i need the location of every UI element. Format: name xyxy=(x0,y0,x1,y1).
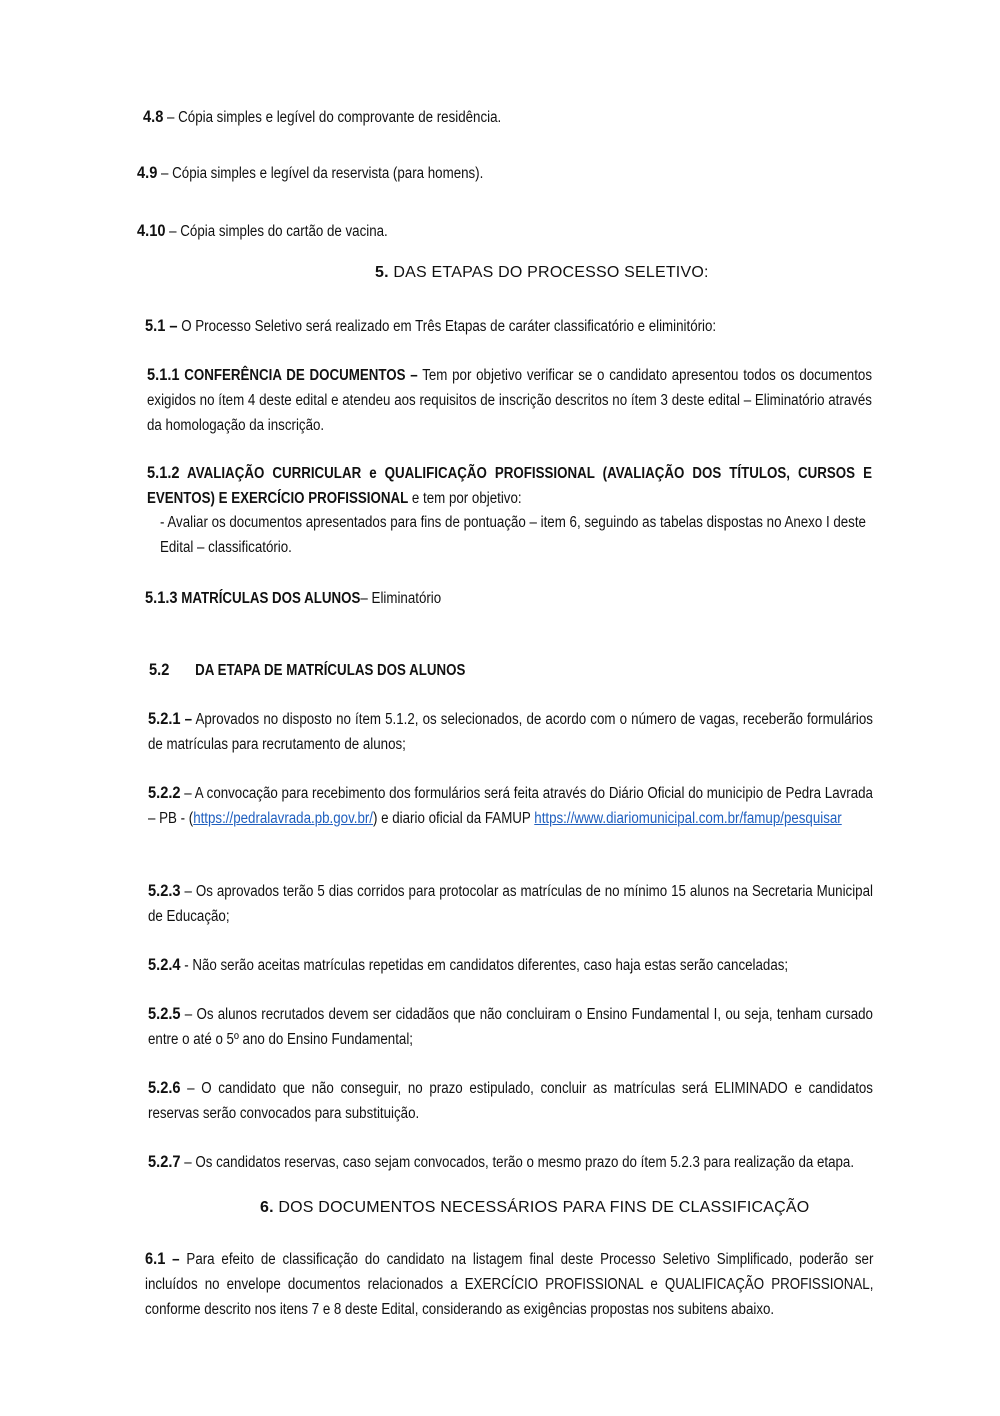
item-text: – Cópia simples do cartão de vacina. xyxy=(165,223,388,240)
item-4-10 xyxy=(137,218,388,244)
item-number: 5.2.5 xyxy=(148,1004,181,1023)
item-5-1 xyxy=(145,313,716,339)
item-text: – Eliminatório xyxy=(360,590,442,607)
item-text: – Os aprovados terão 5 dias corridos para protocolar as matrículas de no mínimo 15 alunos na Secretaria Municipal de Educação; xyxy=(148,883,873,925)
item-number: 5.2.6 xyxy=(148,1078,181,1097)
item-5-2-6 xyxy=(148,1075,873,1126)
item-5-1-2 xyxy=(147,460,872,511)
item-number: 5.1 – xyxy=(145,316,178,335)
section-5-heading xyxy=(375,264,709,282)
item-text: Tem por objetivo verificar se o candidato apresentou todos os documentos exigidos no ítem 4 deste edital e atendeu aos requisitos de inscrição descritos no ítem 3 deste edital – Eliminatório através da homologação da inscrição. xyxy=(147,367,872,434)
subsection-5-2-heading xyxy=(149,657,465,683)
subsection-number: 5.2 xyxy=(149,660,170,679)
item-number: 5.1.2 xyxy=(147,463,180,482)
section-title: DAS ETAPAS DO PROCESSO SELETIVO: xyxy=(388,264,709,281)
item-text: O Processo Seletivo será realizado em Três Etapas de caráter classificatório e eliminitório: xyxy=(177,318,717,335)
item-5-2-1 xyxy=(148,706,873,757)
item-text: – O candidato que não conseguir, no prazo estipulado, concluir as matrículas será ELIMINADO e candidatos reservas serão convocados para substituição. xyxy=(148,1080,873,1122)
item-5-2-2 xyxy=(148,780,873,831)
item-text: e tem por objetivo: xyxy=(408,490,522,507)
section-6-heading xyxy=(260,1199,809,1217)
item-4-8 xyxy=(143,104,501,130)
municipality-link[interactable]: https://pedralavrada.pb.gov.br/ xyxy=(193,810,374,827)
item-text: Aprovados no disposto no ítem 5.1.2, os selecionados, de acordo com o número de vagas, receberão formulários de matrículas para recrutamento de alunos; xyxy=(148,711,873,753)
subitem-text: - Avaliar os documentos apresentados para fins de pontuação – item 6, seguindo as tabelas dispostas no Anexo I deste Edital – classificatório. xyxy=(160,514,866,556)
item-text: – Cópia simples e legível da reservista (para homens). xyxy=(157,165,484,182)
section-title: DOS DOCUMENTOS NECESSÁRIOS PARA FINS DE CLASSIFICAÇÃO xyxy=(273,1199,810,1216)
item-text: – Cópia simples e legível do comprovante de residência. xyxy=(163,109,502,126)
item-5-2-7 xyxy=(148,1149,873,1175)
famup-link[interactable]: https://www.diariomunicipal.com.br/famup/pesquisar xyxy=(534,810,842,827)
item-number: 5.2.7 xyxy=(148,1152,181,1171)
item-text-2: ) e diario oficial da FAMUP xyxy=(373,810,535,827)
item-bold-title: CONFERÊNCIA DE DOCUMENTOS – xyxy=(179,367,418,384)
item-dash: – xyxy=(180,711,193,728)
item-text: – Os alunos recrutados devem ser cidadãos que não concluiram o Ensino Fundamental I, ou seja, tenham cursado entre o até o 5º ano do Ensino Fundamental; xyxy=(148,1006,873,1048)
item-text: – A convocação para recebimento dos formulários será feita através do Diário Oficial do municipio de Pedra Lavrada – PB - ( xyxy=(148,785,873,827)
section-number: 5. xyxy=(375,264,389,281)
item-text: - Não serão aceitas matrículas repetidas em candidatos diferentes, caso haja estas serão canceladas; xyxy=(180,957,789,974)
item-5-2-5 xyxy=(148,1001,873,1052)
item-number: 5.1.1 xyxy=(147,365,180,384)
item-number: 5.2.2 xyxy=(148,783,181,802)
item-number: 4.10 xyxy=(137,221,166,240)
item-number: 5.2.1 xyxy=(148,709,181,728)
item-5-2-4 xyxy=(148,952,788,978)
item-bold-title: MATRÍCULAS DOS ALUNOS xyxy=(177,590,361,607)
item-bold-title: AVALIAÇÃO CURRICULAR e QUALIFICAÇÃO PROFISSIONAL (AVALIAÇÃO DOS TÍTULOS, CURSOS E EVENTOS) E EXERCÍCIO PROFISSIONAL xyxy=(147,465,872,507)
section-number: 6. xyxy=(260,1199,274,1216)
item-number: 5.2.4 xyxy=(148,955,181,974)
item-number: 5.1.3 xyxy=(145,588,178,607)
item-number: 4.9 xyxy=(137,163,158,182)
item-5-1-1 xyxy=(147,362,872,438)
item-number: 5.2.3 xyxy=(148,881,181,900)
item-text: – Os candidatos reservas, caso sejam convocados, terão o mesmo prazo do ítem 5.2.3 para realização da etapa. xyxy=(180,1154,855,1171)
item-number: 4.8 xyxy=(143,107,164,126)
item-number: 6.1 xyxy=(145,1249,166,1268)
item-5-2-3 xyxy=(148,878,873,929)
item-dash: – xyxy=(165,1251,180,1268)
item-5-1-3 xyxy=(145,585,441,611)
item-5-1-2-subitem xyxy=(160,510,874,560)
subsection-title: DA ETAPA DE MATRÍCULAS DOS ALUNOS xyxy=(195,662,466,679)
item-4-9 xyxy=(137,160,483,186)
item-6-1 xyxy=(145,1246,873,1322)
item-text: Para efeito de classificação do candidato na listagem final deste Processo Seletivo Simplificado, poderão ser incluídos no envelope documentos relacionados a EXERCÍCIO PROFISSIONAL e QUALIFICAÇÃO PROFISSIONAL, conforme descrito nos itens 7 e 8 deste Edital, considerando as exigências propostas nos subitens abaixo. xyxy=(145,1251,874,1318)
